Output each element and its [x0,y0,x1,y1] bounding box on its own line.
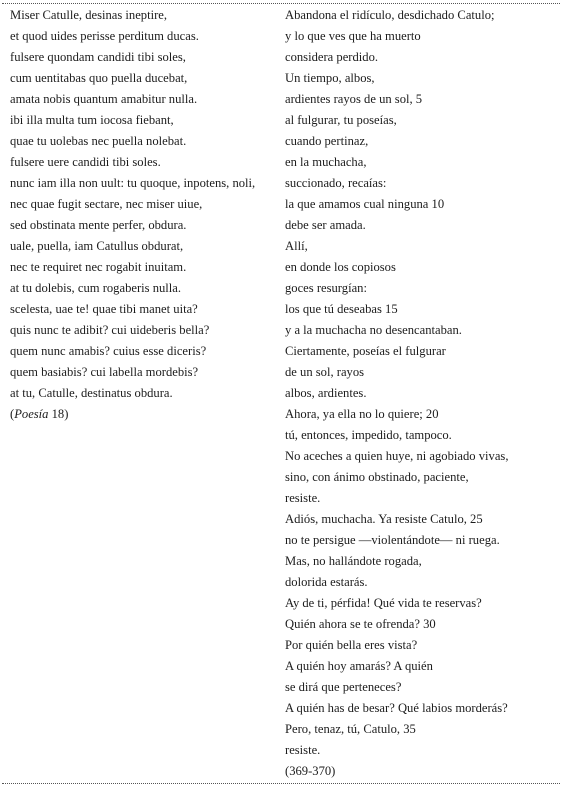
poem-line: de un sol, rayos [285,365,365,379]
poem-line: Por quién bella eres vista? [285,638,418,652]
poem-line: Pero, tenaz, tú, Catulo, 35 [285,722,416,736]
top-dotted-rule [2,3,560,4]
poem-line: Allí, [285,239,308,253]
poem-line: Un tiempo, albos, [285,71,375,85]
poem-line: Miser Catulle, desinas ineptire, [10,8,168,22]
poem-line: se dirá que perteneces? [285,680,402,694]
poem-line: nec te requiret nec rogabit inuitam. [10,260,187,274]
poem-line: et quod uides perisse perditum ducas. [10,29,199,43]
poem-line: amata nobis quantum amabitur nulla. [10,92,198,106]
poem-line: Ciertamente, poseías el fulgurar [285,344,446,358]
poem-line: Mas, no hallándote rogada, [285,554,422,568]
poem-line: scelesta, uae te! quae tibi manet uita? [10,302,198,316]
poem-line: en donde los copiosos [285,260,396,274]
poem-line: quem basiabis? cui labella mordebis? [10,365,199,379]
poem-line: quis nunc te adibit? cui uideberis bella? [10,323,210,337]
poem-line: goces resurgían: [285,281,367,295]
poem-line: resiste. [285,491,321,505]
poem-line: fulsere uere candidi tibi soles. [10,155,161,169]
poem-line: at tu, Catulle, destinatus obdura. [10,386,173,400]
poem-line: dolorida estarás. [285,575,368,589]
poem-line: cum uentitabas quo puella ducebat, [10,71,188,85]
poem-line: A quién has de besar? Qué labios morderás? [285,701,508,715]
poem-line: Ay de ti, pérfida! Qué vida te reservas? [285,596,482,610]
poem-line: nunc iam illa non uult: tu quoque, inpotens, noli, [10,176,256,190]
source-work-title: Poesía [14,407,49,421]
poem-line: no te persigue —violentándote— ni ruega. [285,533,500,547]
poem-line: cuando pertinaz, [285,134,369,148]
poem-line: sed obstinata mente perfer, obdura. [10,218,187,232]
bottom-dotted-rule [2,783,560,784]
poem-line: los que tú deseabas 15 [285,302,398,316]
poem-line: la que amamos cual ninguna 10 [285,197,445,211]
poem-line: y lo que ves que ha muerto [285,29,421,43]
poem-line: quem nunc amabis? cuius esse diceris? [10,344,207,358]
poem-line: uale, puella, iam Catullus obdurat, [10,239,184,253]
poem-line: (369-370) [285,764,336,778]
poem-line: ardientes rayos de un sol, 5 [285,92,423,106]
poem-line: ibi illa multa tum iocosa fiebant, [10,113,174,127]
poem-line: Abandona el ridículo, desdichado Catulo; [285,8,495,22]
poem-line: sino, con ánimo obstinado, paciente, [285,470,469,484]
poem-line: nec quae fugit sectare, nec miser uiue, [10,197,203,211]
poem-line: A quién hoy amarás? A quién [285,659,433,673]
poem-line: tú, entonces, impedido, tampoco. [285,428,452,442]
poem-line: Quién ahora se te ofrenda? 30 [285,617,436,631]
poem-line: considera perdido. [285,50,379,64]
poem-line: quae tu uolebas nec puella nolebat. [10,134,187,148]
poem-line: y a la muchacha no desencantaban. [285,323,462,337]
source-citation-text: ( [10,407,15,421]
spanish-translation-column [285,5,557,782]
poem-line: albos, ardientes. [285,386,367,400]
poem-line: at tu dolebis, cum rogaberis nulla. [10,281,182,295]
latin-poem-column [10,5,278,425]
source-citation-text: 18) [48,407,69,421]
poem-line: Adiós, muchacha. Ya resiste Catulo, 25 [285,512,483,526]
poem-line: debe ser amada. [285,218,366,232]
poem-line: resiste. [285,743,321,757]
poem-line: fulsere quondam candidi tibi soles, [10,50,186,64]
poem-line: Ahora, ya ella no lo quiere; 20 [285,407,439,421]
poem-line: succionado, recaías: [285,176,387,190]
poem-line: No aceches a quien huye, ni agobiado vivas, [285,449,509,463]
source-citation [10,404,278,425]
poem-line: al fulgurar, tu poseías, [285,113,397,127]
poem-line: en la muchacha, [285,155,367,169]
